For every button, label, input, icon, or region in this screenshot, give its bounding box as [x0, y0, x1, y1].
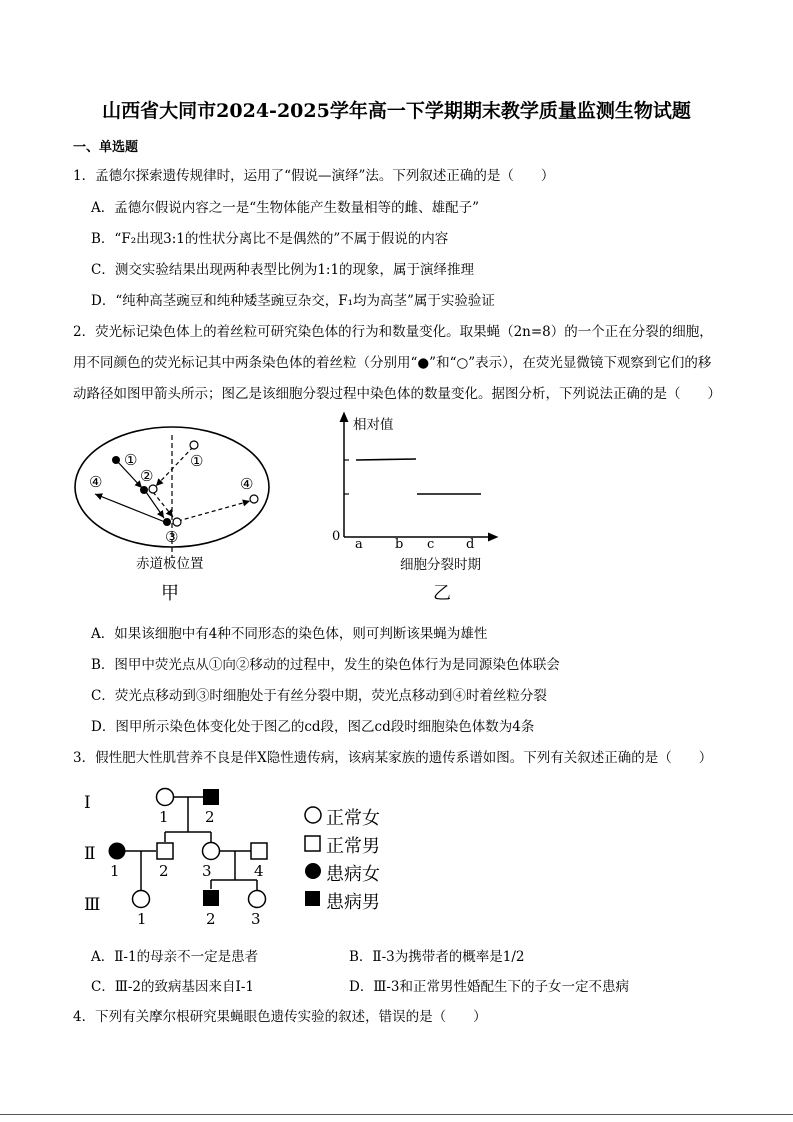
- legend-affected-female: 患病女: [326, 864, 380, 885]
- q3-option-a: A．Ⅱ-1的母亲不一定是患者: [91, 949, 259, 965]
- q3-option-b: B．Ⅱ-3为携带者的概率是1/2: [349, 949, 525, 965]
- I-1-normal-female: [157, 789, 174, 806]
- gen-III: Ⅲ: [84, 895, 101, 915]
- q2-option-c: C．荧光点移动到③时细胞处于有丝分裂中期，荧光点移动到④时着丝粒分裂: [91, 688, 547, 704]
- III-1-num: 1: [137, 910, 147, 928]
- legend-normal-male: 正常男: [326, 836, 380, 857]
- II-3-normal-female: [203, 843, 220, 860]
- I-1-num: 1: [159, 808, 169, 826]
- yi-tick-b: b: [395, 537, 404, 552]
- jia-label-2: ②: [140, 467, 154, 485]
- yi-tick-d: d: [466, 537, 475, 552]
- legend-normal-male-symbol: [305, 836, 320, 851]
- III-2-num: 2: [206, 910, 216, 928]
- III-3-normal-female: [249, 891, 266, 908]
- I-2-affected-male: [203, 789, 219, 805]
- q2-stem-line1: 2．荧光标记染色体上的着丝粒可研究染色体的行为和数量变化。取果蝇（2n=8）的一个正在分裂的细胞，: [73, 324, 713, 340]
- II-4-num: 4: [254, 862, 264, 880]
- jia-label-1-solid: ①: [124, 451, 138, 469]
- jia-label-1-hollow: ①: [190, 452, 204, 470]
- III-1-normal-female: [133, 891, 150, 908]
- III-2-affected-male: [203, 890, 219, 906]
- page-title: 山西省大同市2024-2025学年高一下学期期末教学质量监测生物试题: [102, 100, 691, 122]
- yi-xlabel: 细胞分裂时期: [400, 557, 481, 573]
- q2-stem-line3: 动路径如图甲箭头所示；图乙是该细胞分裂过程中染色体的数量变化。据图分析，下列说法正确的是（ ）: [73, 386, 721, 402]
- legend-normal-female: 正常女: [326, 808, 380, 829]
- II-1-num: 1: [110, 862, 120, 880]
- II-4-normal-male: [251, 843, 267, 859]
- II-2-normal-male: [157, 843, 173, 859]
- gen-II: Ⅱ: [84, 844, 96, 864]
- jia-label-4-right: ④: [240, 475, 254, 493]
- q1-option-c: C．测交实验结果出现两种表型比例为1:1的现象，属于演绎推理: [91, 262, 475, 278]
- q3-option-d: D．Ⅲ-3和正常男性婚配生下的子女一定不患病: [349, 979, 629, 995]
- legend-affected-male: 患病男: [326, 892, 380, 913]
- q1-option-a: A．孟德尔假说内容之一是“生物体能产生数量相等的雌、雄配子”: [91, 200, 480, 216]
- yi-origin: 0: [332, 529, 341, 544]
- q3-option-c: C．Ⅲ-2的致病基因来自Ⅰ-1: [91, 979, 254, 995]
- q3-stem: 3．假性肥大性肌营养不良是伴X隐性遗传病，该病某家族的遗传系谱如图。下列有关叙述正确的是（ ）: [73, 750, 713, 766]
- II-1-affected-female: [109, 843, 126, 860]
- yi-tick-a: a: [355, 537, 363, 552]
- q2-option-b: B．图甲中荧光点从①向②移动的过程中，发生的染色体行为是同源染色体联会: [91, 657, 560, 673]
- jia-label-4-left: ④: [89, 473, 103, 491]
- q1-option-b: B．“F₂出现3:1的性状分离比不是偶然的”不属于假说的内容: [91, 231, 449, 247]
- q1-option-d: D．“纯种高茎豌豆和纯种矮茎豌豆杂交，F₁均为高茎”属于实验验证: [91, 293, 495, 309]
- legend-affected-male-symbol: [305, 891, 320, 906]
- q2-stem-line2: 用不同颜色的荧光标记其中两条染色体的着丝粒（分别用“●”和“○”表示），在荧光显微镜下观察到它们的移: [73, 355, 712, 371]
- jia-label-3: ③: [165, 528, 179, 546]
- section-heading: 一、单选题: [73, 140, 139, 155]
- II-2-num: 2: [159, 862, 169, 880]
- q2-option-a: A．如果该细胞中有4种不同形态的染色体，则可判断该果蝇为雄性: [91, 626, 488, 642]
- yi-ylabel: 相对值: [353, 417, 394, 433]
- legend-affected-female-symbol: [305, 863, 321, 879]
- yi-tick-c: c: [427, 537, 435, 552]
- gen-I: Ⅰ: [84, 793, 91, 813]
- jia-caption: 赤道板位置: [136, 556, 204, 572]
- yi-name: 乙: [433, 583, 451, 604]
- legend-normal-female-symbol: [305, 807, 321, 823]
- bottom-divider: [0, 1114, 793, 1115]
- q4-stem: 4．下列有关摩尔根研究果蝇眼色遗传实验的叙述，错误的是（ ）: [73, 1009, 487, 1025]
- II-3-num: 3: [202, 862, 212, 880]
- jia-name: 甲: [161, 583, 179, 604]
- III-3-num: 3: [251, 910, 261, 928]
- q2-option-d: D．图甲所示染色体变化处于图乙的cd段，图乙cd段时细胞染色体数为4条: [91, 719, 535, 735]
- q1-stem: 1．孟德尔探索遗传规律时，运用了“假说—演绎”法。下列叙述正确的是（ ）: [73, 168, 555, 184]
- I-2-num: 2: [205, 808, 215, 826]
